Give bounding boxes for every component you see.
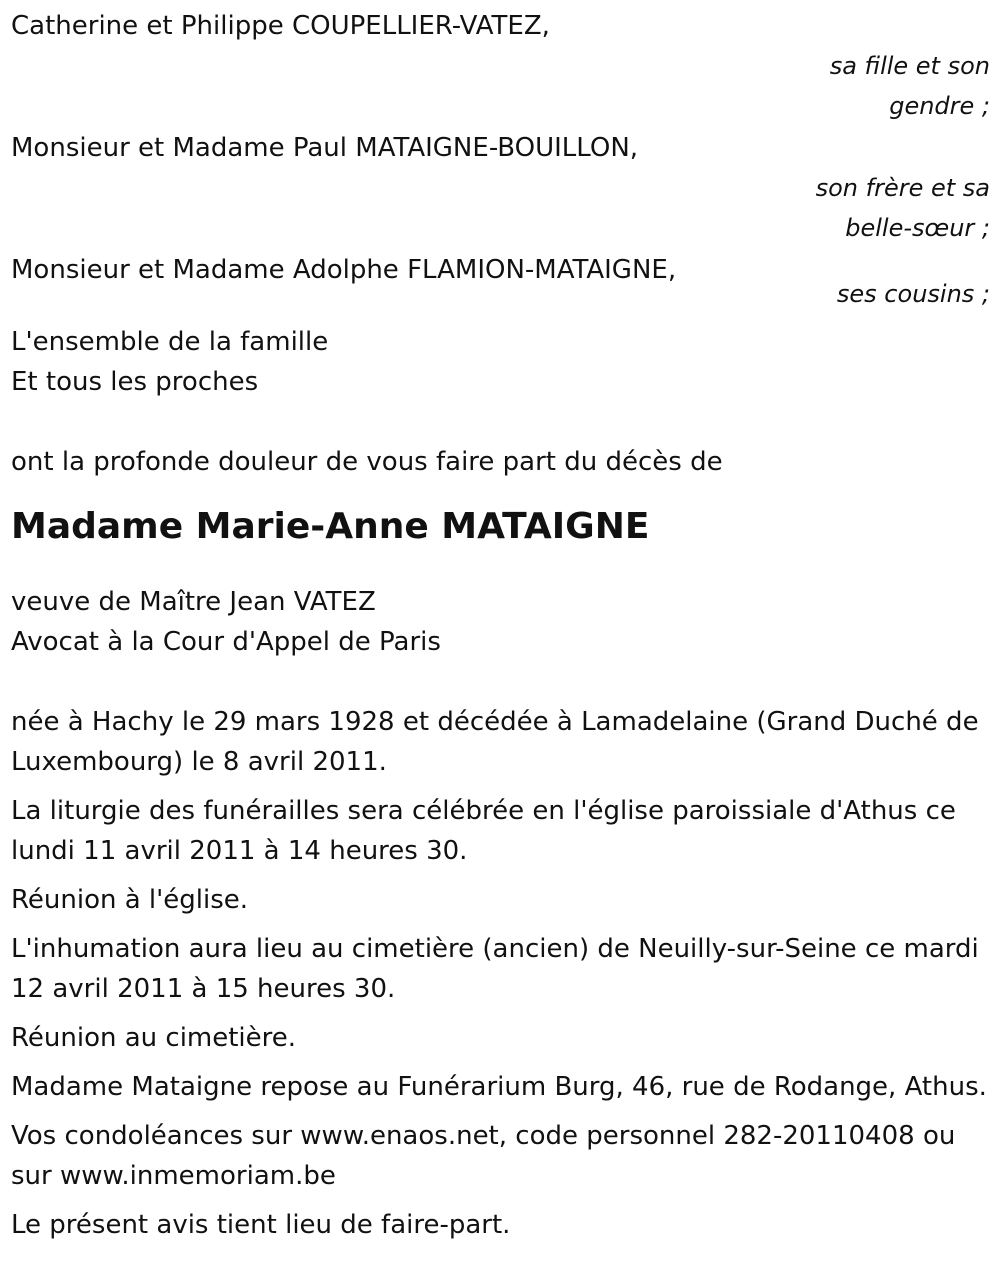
family-name: Catherine et Philippe COUPELLIER-VATEZ,	[11, 11, 550, 41]
church-meeting: Réunion à l'église.	[11, 885, 249, 915]
burial-info: L'inhumation aura lieu au cimetière (ancien) de Neuilly-sur-Seine ce mardi 12 avril 2011 à 15 heures 30.	[11, 934, 979, 1004]
funeral-home: Madame Mataigne repose au Funérarium Burg, 46, rue de Rodange, Athus.	[11, 1072, 987, 1102]
widow-info	[11, 582, 990, 662]
widow-line: Avocat à la Cour d'Appel de Paris	[11, 627, 441, 657]
other-relatives-line: Et tous les proches	[11, 367, 259, 397]
family-name: Monsieur et Madame Paul MATAIGNE-BOUILLON,	[11, 133, 639, 163]
family-relation: sa fille et son gendre ;	[829, 52, 990, 120]
family-entry	[11, 6, 990, 126]
announcement: ont la profonde douleur de vous faire part du décès de	[11, 447, 723, 477]
condolences: Vos condoléances sur www.enaos.net, code personnel 282-20110408 ou sur www.inmemoriam.be	[11, 1121, 956, 1191]
family-relation: ses cousins ;	[836, 280, 990, 308]
other-relatives	[11, 322, 990, 402]
closing-note: Le présent avis tient lieu de faire-part.	[11, 1210, 511, 1240]
family-entry	[11, 128, 990, 248]
cemetery-meeting: Réunion au cimetière.	[11, 1023, 297, 1053]
birth-death-info: née à Hachy le 29 mars 1928 et décédée à Lamadelaine (Grand Duché de Luxembourg) le 8 avril 2011.	[11, 707, 979, 777]
family-name: Monsieur et Madame Adolphe FLAMION-MATAIGNE,	[11, 255, 677, 285]
deceased-name: Madame Marie-Anne MATAIGNE	[11, 506, 650, 547]
other-relatives-line: L'ensemble de la famille	[11, 327, 329, 357]
widow-line: veuve de Maître Jean VATEZ	[11, 587, 376, 617]
family-relation: son frère et sa belle-sœur ;	[815, 174, 990, 242]
funeral-liturgy: La liturgie des funérailles sera célébrée en l'église paroissiale d'Athus ce lundi 11 avril 2011 à 14 heures 30.	[11, 796, 956, 866]
family-entry	[11, 250, 990, 314]
